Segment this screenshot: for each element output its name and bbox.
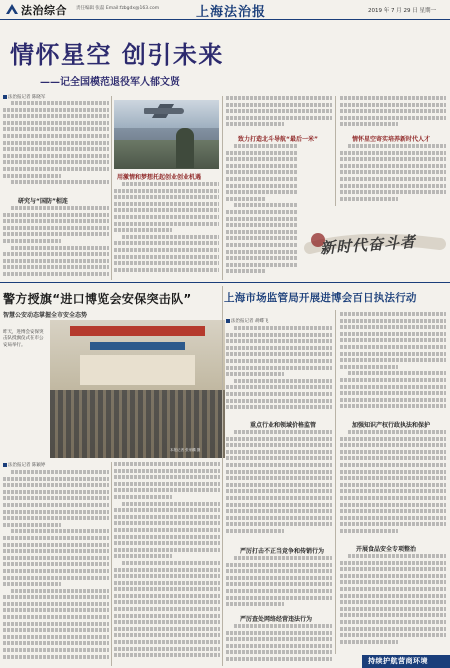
column-rule [335,310,336,654]
decorative-calligraphy [300,210,446,276]
top-story-col3-text [226,96,332,132]
right-story-subhead-2: 严厉打击不正当竞争和传销行为 [240,548,325,555]
left-story-col2-text [114,462,220,666]
byline-marker-icon [3,95,7,99]
top-story-title: 情怀星空 创引未来 [10,41,224,69]
left-story-photo [50,320,225,458]
bottom-banner-text: 持续护航营商环境 [368,657,428,665]
byline-marker-icon [226,319,230,323]
top-story-col4-text-b [340,144,446,206]
top-story-photo [114,100,219,169]
right-story-col2-text-b [340,430,446,540]
section-divider [0,282,450,283]
right-story-title: 上海市场监管局开展进博会百日执法行动 [224,292,417,304]
top-story-subhead-2: 用激情和梦想托起创业创业机遇 [117,174,202,181]
column-rule [111,462,112,666]
photo-credit: 本报记者 张家麟 摄 [170,448,201,452]
top-story-col1-text [3,101,109,187]
column-rule [222,96,223,280]
left-story-byline: 法治报记者 陈颖婷 [3,462,45,468]
right-story-col1-text-d [226,624,332,666]
byline-marker-icon [3,463,7,467]
top-story-col4-text [340,96,446,132]
column-rule [111,96,112,280]
right-story-col2-text [340,312,446,418]
top-story-subhead-1: 研究与“国防”相连 [18,198,68,205]
left-story-subtitle: 智慧公安动态掌握全市安全态势 [3,312,88,319]
top-story-col3-text-b [226,144,298,278]
right-story-col1-text [226,326,332,416]
paper-name: 上海法治报 [196,5,267,20]
section-title: 法治综合 [21,4,67,17]
top-story-byline: 法治报记者 陈晓军 [3,94,45,100]
top-story-subhead-3: 致力打造北斗导航“最后一米” [238,136,318,143]
top-story-col2-text [114,182,219,278]
right-story-subhead-1: 重点行业和领域价格监管 [250,422,317,429]
masthead [0,0,450,20]
newspaper-logo-icon [4,2,20,16]
photo-caption: 昨天，进博会安保突击队授旗仪式在市公安局举行。 [3,330,44,348]
top-story-col1-text-b [3,206,109,278]
column-rule [335,96,336,206]
right-story-byline: 法治报记者 胡蝶飞 [226,318,268,324]
right-story-subhead-3: 严厉查处网络经营违法行为 [240,616,313,623]
column-rule [222,286,223,666]
left-story-title: 警方授旗“进口博览会安保突击队” [3,292,192,306]
right-story-col1-text-c [226,556,332,612]
editor-line: 责任编辑 张磊 Email:fzbgdx@163.com [76,6,160,11]
issue-date: 2019 年 7 月 29 日 星期一 [368,8,436,14]
right-story-subhead-5: 开展食品安全专项整治 [356,546,417,553]
right-story-subhead-4: 加强知识产权行政执法和保护 [352,422,431,429]
right-story-col1-text-b [226,430,332,542]
right-story-col2-text-c [340,554,446,652]
calligraphy-text: 新时代奋斗者 [319,232,417,258]
left-story-col1-text [3,470,109,666]
top-story-subtitle: ——记全国模范退役军人郁文贤 [40,77,180,88]
top-story-subhead-4: 情怀星空寄实培养新时代人才 [352,136,431,143]
